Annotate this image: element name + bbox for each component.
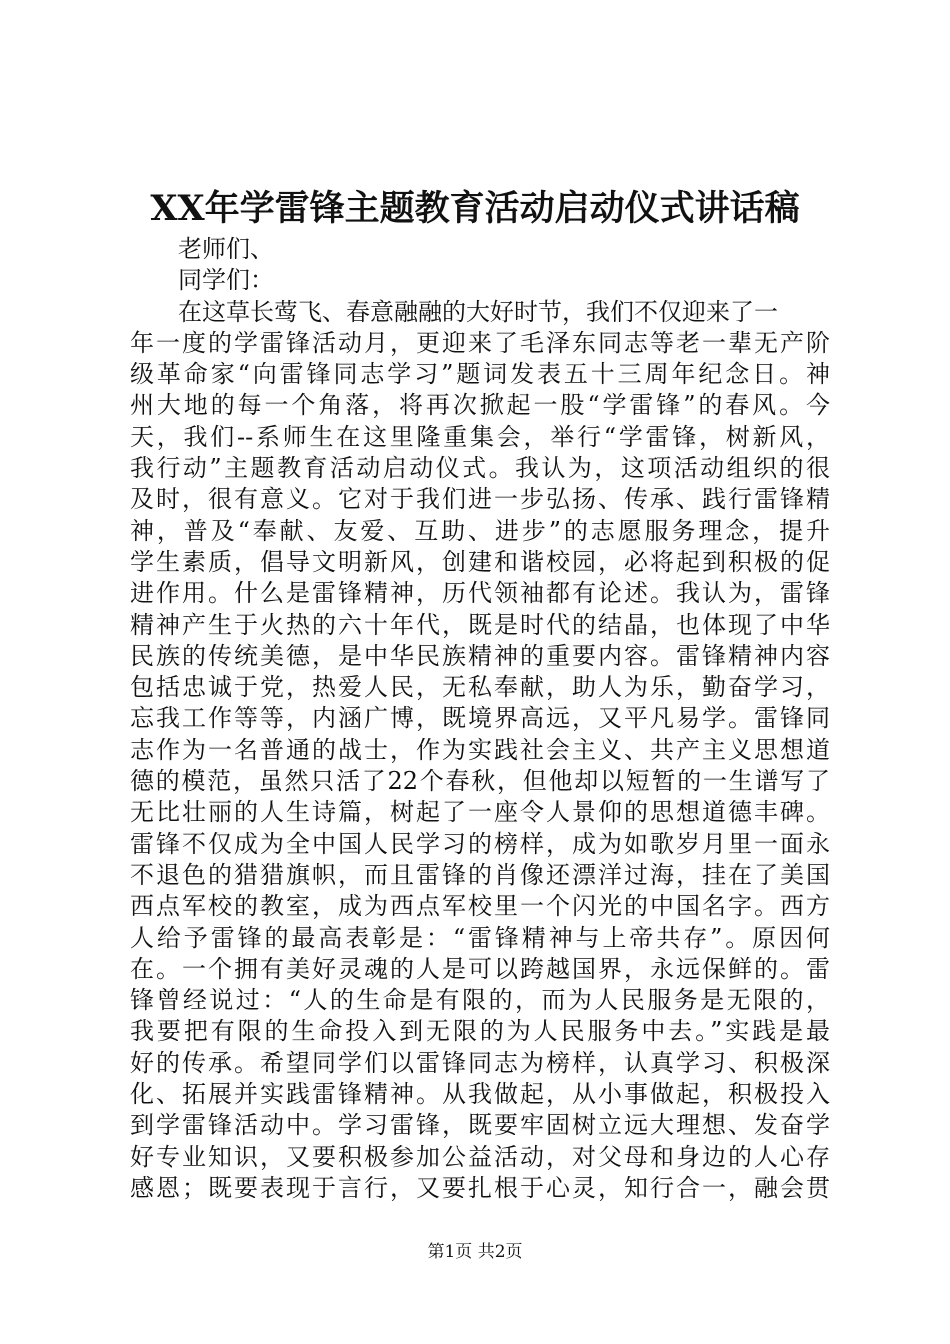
paragraph-line: 德的模范，虽然只活了22个春秋，但他却以短暂的一生谱写了	[130, 767, 830, 796]
paragraph-line: 不退色的猎猎旗帜，而且雷锋的肖像还漂洋过海，挂在了美国	[130, 860, 830, 889]
salutation-line: 同学们：	[178, 266, 274, 295]
paragraph-line: 包括忠诚于党，热爱人民，无私奉献，助人为乐，勤奋学习，	[130, 673, 830, 702]
paragraph-line: 到学雷锋活动中。学习雷锋，既要牢固树立远大理想、发奋学	[130, 1111, 830, 1140]
paragraph-line: 及时，很有意义。它对于我们进一步弘扬、传承、践行雷锋精	[130, 485, 830, 514]
paragraph-line: 学生素质，倡导文明新风，创建和谐校园，必将起到积极的促	[130, 547, 830, 576]
paragraph-line: 忘我工作等等，内涵广博，既境界高远，又平凡易学。雷锋同	[130, 704, 830, 733]
paragraph-line: 我行动”主题教育活动启动仪式。我认为，这项活动组织的很	[130, 454, 830, 483]
paragraph-line: 年一度的学雷锋活动月，更迎来了毛泽东同志等老一辈无产阶	[130, 328, 830, 357]
paragraph-line: 州大地的每一个角落，将再次掀起一股“学雷锋”的春风。今	[130, 391, 830, 420]
paragraph-line: 天，我们--系师生在这里隆重集会，举行“学雷锋，树新风，	[130, 422, 830, 451]
paragraph-line: 雷锋不仅成为全中国人民学习的榜样，成为如歌岁月里一面永	[130, 829, 830, 858]
paragraph-line: 西点军校的教室，成为西点军校里一个闪光的中国名字。西方	[130, 892, 830, 921]
document-title: XX年学雷锋主题教育活动启动仪式讲话稿	[150, 188, 800, 229]
paragraph-line: 感恩；既要表现于言行，又要扎根于心灵，知行合一，融会贯	[130, 1173, 830, 1202]
paragraph-line: 化、拓展并实践雷锋精神。从我做起，从小事做起，积极投入	[130, 1080, 830, 1109]
document-body	[130, 234, 830, 1204]
paragraph-line: 好的传承。希望同学们以雷锋同志为榜样，认真学习、积极深	[130, 1048, 830, 1077]
paragraph-line: 民族的传统美德，是中华民族精神的重要内容。雷锋精神内容	[130, 641, 830, 670]
paragraph-line: 人给予雷锋的最高表彰是：“雷锋精神与上帝共存”。原因何	[130, 923, 830, 952]
paragraph-line: 神，普及“奉献、友爱、互助、进步”的志愿服务理念，提升	[130, 516, 830, 545]
paragraph-line: 在这草长莺飞、春意融融的大好时节，我们不仅迎来了一	[178, 297, 778, 326]
paragraph-line: 级革命家“向雷锋同志学习”题词发表五十三周年纪念日。神	[130, 360, 830, 389]
paragraph-line: 精神产生于火热的六十年代，既是时代的结晶，也体现了中华	[130, 610, 830, 639]
paragraph-line: 锋曾经说过：“人的生命是有限的，而为人民服务是无限的，	[130, 986, 830, 1015]
paragraph-line: 进作用。什么是雷锋精神，历代领袖都有论述。我认为，雷锋	[130, 579, 830, 608]
paragraph-line: 无比壮丽的人生诗篇，树起了一座令人景仰的思想道德丰碑。	[130, 798, 830, 827]
page-footer: 第1页 共2页	[427, 1242, 523, 1262]
paragraph-line: 志作为一名普通的战士，作为实践社会主义、共产主义思想道	[130, 735, 830, 764]
paragraph-line: 我要把有限的生命投入到无限的为人民服务中去。”实践是最	[130, 1017, 830, 1046]
paragraph-line: 在。一个拥有美好灵魂的人是可以跨越国界，永远保鲜的。雷	[130, 954, 830, 983]
paragraph-line: 好专业知识，又要积极参加公益活动，对父母和身边的人心存	[130, 1142, 830, 1171]
salutation-line: 老师们、	[178, 235, 274, 263]
